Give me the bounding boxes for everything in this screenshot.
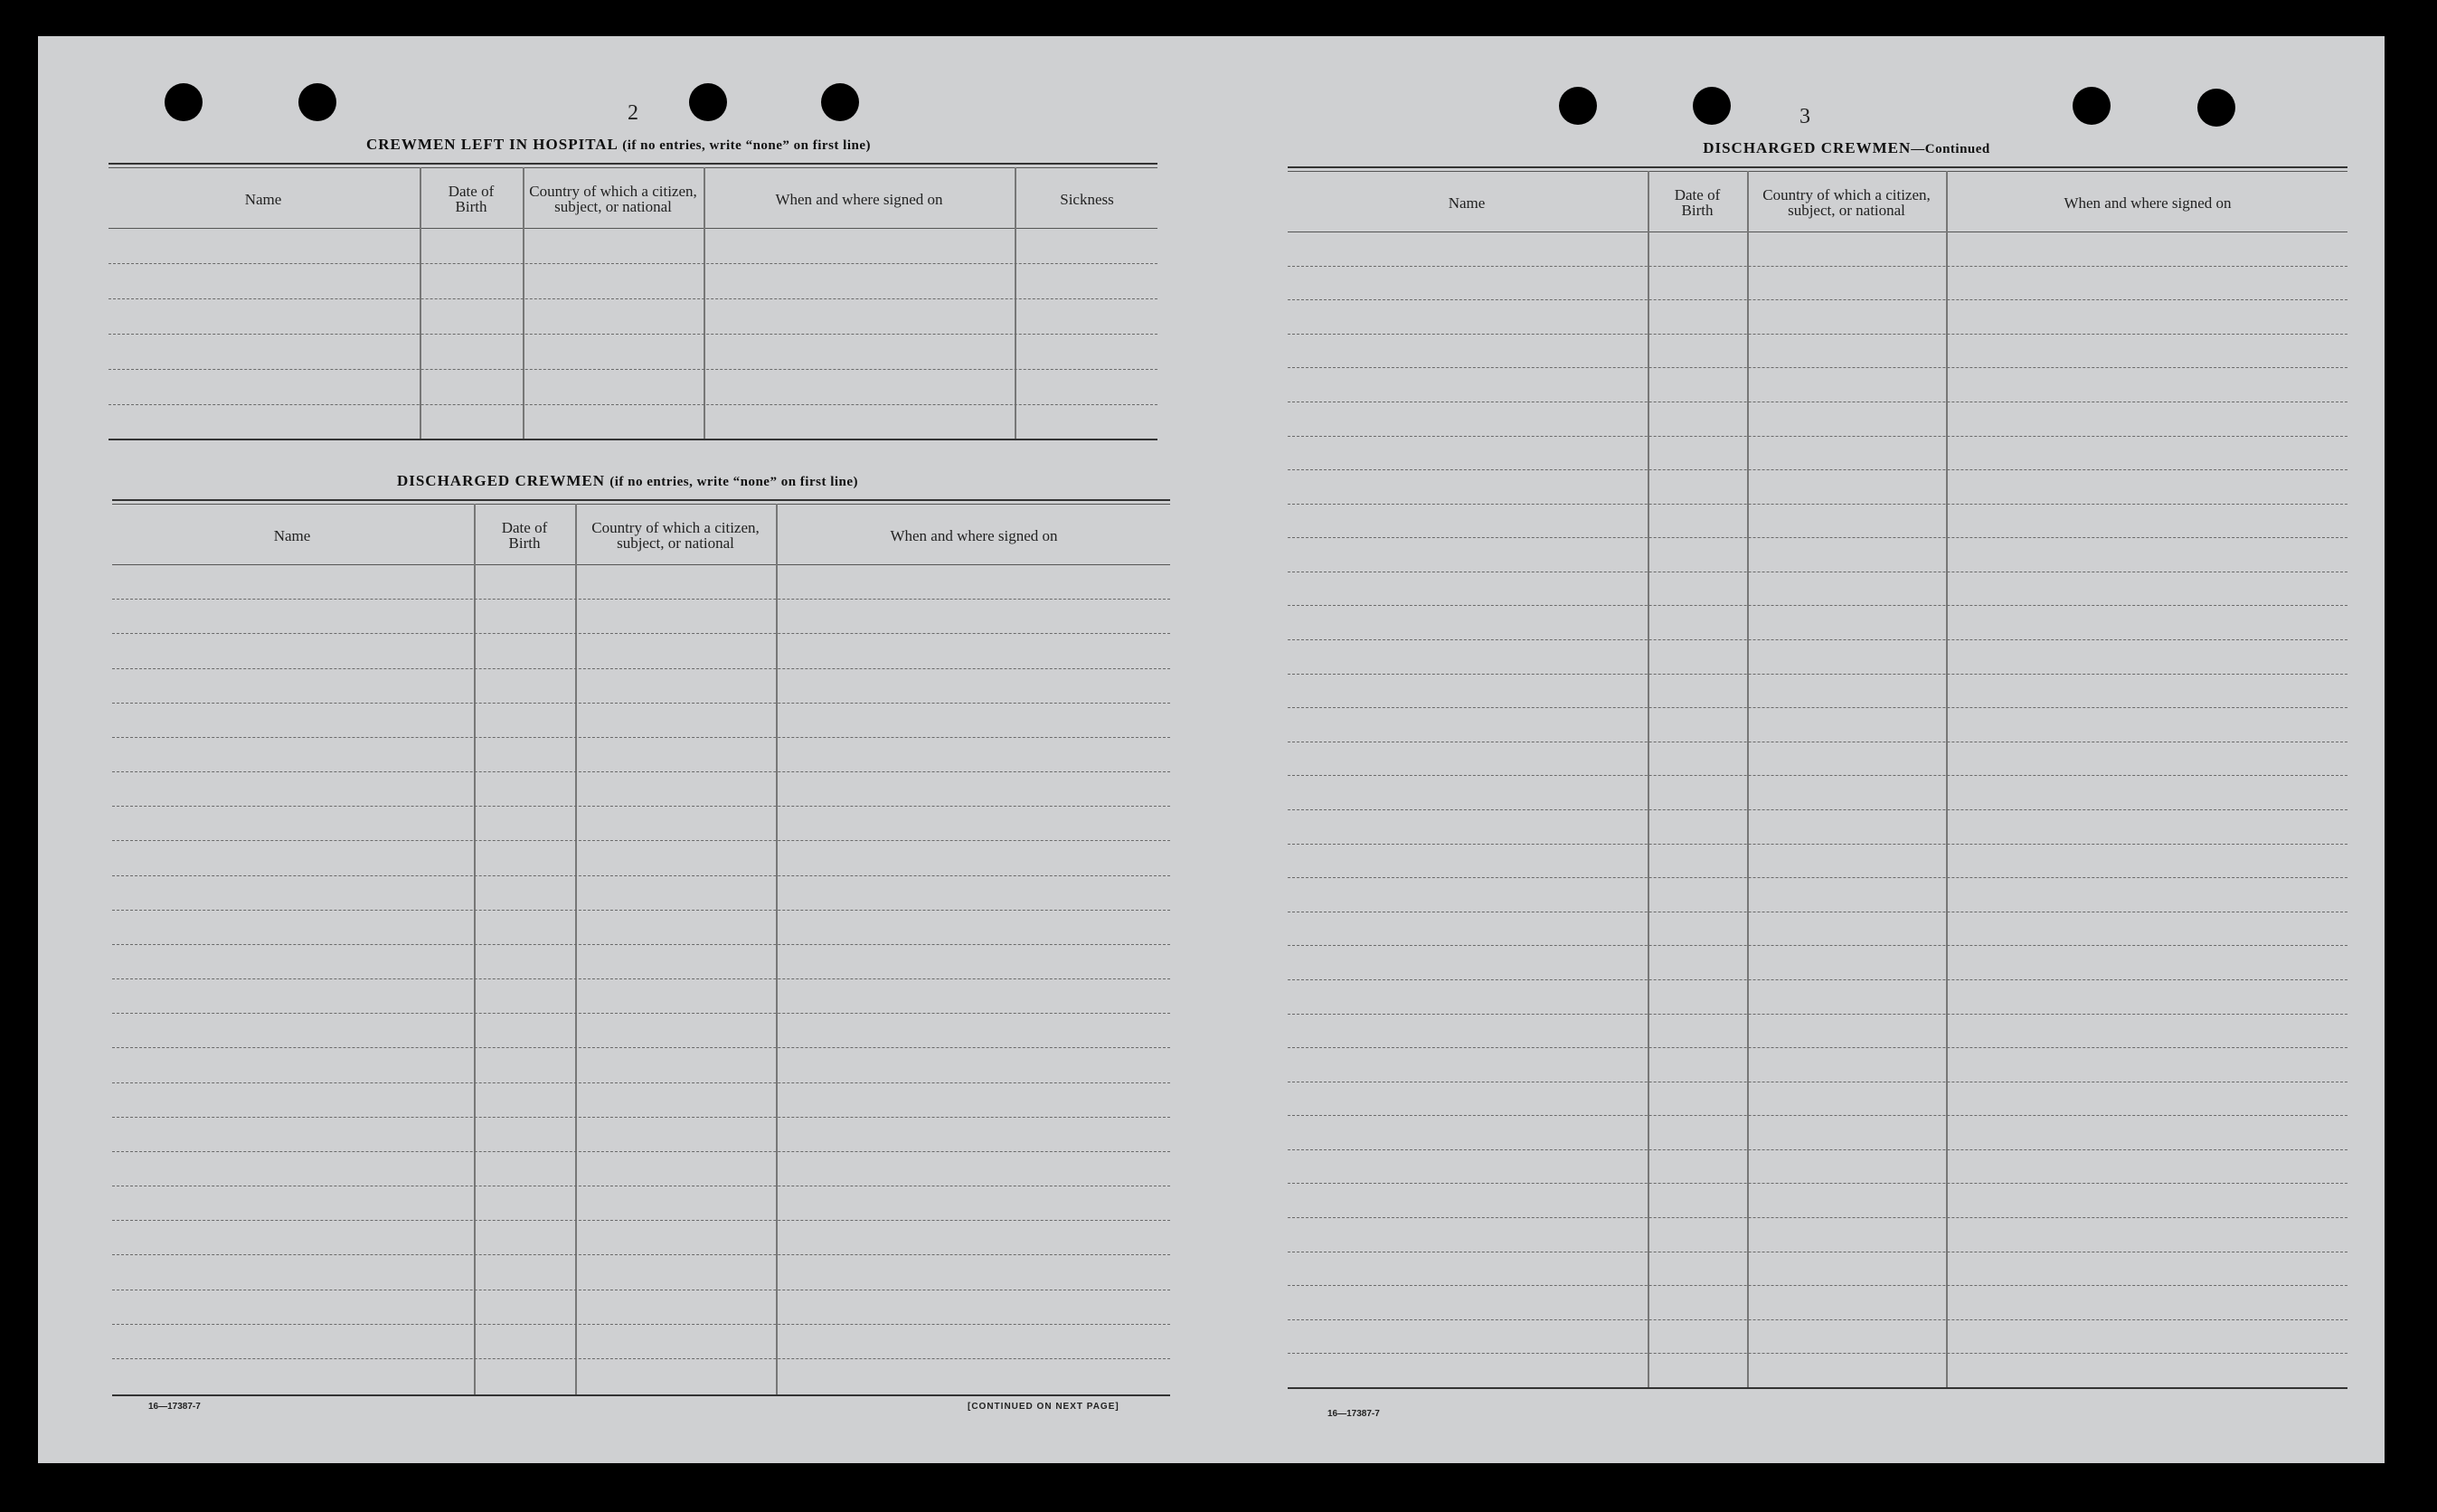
col-header-country: Country of which a citizen, subject, or national — [529, 183, 697, 215]
continued-note: [CONTINUED ON NEXT PAGE] — [968, 1402, 1119, 1412]
entry-row-line — [1288, 299, 2347, 300]
punch-hole — [2197, 89, 2235, 127]
entry-row-line — [1288, 334, 2347, 335]
page-number-right: 3 — [1799, 105, 1810, 128]
discharged-continued-note: —Continued — [1911, 142, 1990, 156]
entry-row-line — [112, 1013, 1170, 1014]
entry-row-line — [112, 1254, 1170, 1255]
entry-row-line — [112, 1324, 1170, 1325]
entry-row-line — [1288, 1149, 2347, 1150]
hospital-table — [109, 163, 1157, 479]
table-top-rule — [109, 167, 1157, 168]
hospital-section-title — [101, 136, 1136, 154]
punch-hole — [298, 83, 336, 121]
col-header-sickness: Sickness — [1060, 190, 1114, 208]
table-top-rule — [109, 163, 1157, 165]
col-header-name: Name — [273, 526, 311, 544]
entry-row-line — [1288, 945, 2347, 946]
punch-hole — [1693, 87, 1731, 125]
entry-row-line — [109, 263, 1157, 264]
col-header-dob: Date of Birth — [448, 183, 495, 215]
discharged-section-title — [110, 472, 1145, 490]
entry-row-line — [112, 771, 1170, 772]
hospital-title-note: (if no entries, write “none” on first line) — [622, 138, 871, 153]
entry-row-line — [112, 1220, 1170, 1221]
hospital-title-text: CREWMEN LEFT IN HOSPITAL — [366, 136, 618, 153]
col-header-name: Name — [244, 190, 282, 208]
discharged-title-text: DISCHARGED CREWMEN — [396, 472, 605, 489]
entry-row-line — [1288, 367, 2347, 368]
entry-row-line — [1288, 1217, 2347, 1218]
entry-row-line — [1288, 674, 2347, 675]
table-top-rule — [112, 504, 1170, 505]
entry-row-line — [1288, 436, 2347, 437]
entry-row-line — [112, 1358, 1170, 1359]
punch-hole — [165, 83, 203, 121]
entry-row-line — [1288, 844, 2347, 845]
entry-row-line — [112, 806, 1170, 807]
entry-row-line — [112, 737, 1170, 738]
entry-row-line — [112, 875, 1170, 876]
col-header-signed-on: When and where signed on — [775, 190, 943, 208]
table-bottom-rule — [1288, 1387, 2347, 1389]
entry-row-line — [112, 703, 1170, 704]
discharged-continued-table — [1288, 166, 2347, 1414]
entry-row-line — [1288, 469, 2347, 470]
discharged-continued-title-text: DISCHARGED CREWMEN — [1703, 139, 1912, 156]
table-top-rule — [1288, 166, 2347, 168]
punch-hole — [689, 83, 727, 121]
form-code-right: 16—17387-7 — [1327, 1409, 1380, 1419]
entry-row-line — [109, 404, 1157, 405]
col-header-dob: Date of Birth — [501, 519, 548, 552]
entry-row-line — [112, 1151, 1170, 1152]
entry-row-line — [1288, 809, 2347, 810]
col-header-dob: Date of Birth — [1674, 186, 1721, 219]
page-number-left: 2 — [628, 101, 638, 125]
punch-hole — [1559, 87, 1597, 125]
col-header-signed-on: When and where signed on — [2064, 194, 2232, 212]
table-bottom-rule — [112, 1394, 1170, 1396]
entry-row-line — [112, 668, 1170, 669]
discharged-title-note: (if no entries, write “none” on first line) — [609, 475, 859, 489]
discharged-continued-title — [1286, 139, 2407, 157]
punch-hole — [2073, 87, 2111, 125]
entry-row-line — [1288, 1047, 2347, 1048]
entry-row-line — [1288, 1014, 2347, 1015]
hospital-rows — [109, 228, 1157, 439]
table-top-rule — [1288, 171, 2347, 172]
entry-row-line — [1288, 1353, 2347, 1354]
table-bottom-rule — [109, 439, 1157, 440]
entry-row-line — [1288, 877, 2347, 878]
entry-row-line — [112, 633, 1170, 634]
entry-row-line — [1288, 537, 2347, 538]
entry-row-line — [1288, 639, 2347, 640]
entry-row-line — [1288, 1319, 2347, 1320]
entry-row-line — [112, 978, 1170, 979]
entry-row-line — [109, 298, 1157, 299]
entry-row-line — [112, 1047, 1170, 1048]
col-header-country: Country of which a citizen, subject, or national — [591, 519, 760, 552]
entry-row-line — [112, 1117, 1170, 1118]
entry-row-line — [112, 910, 1170, 911]
discharged-continued-rows — [1288, 232, 2347, 1387]
entry-row-line — [1288, 1115, 2347, 1116]
entry-row-line — [1288, 1285, 2347, 1286]
entry-row-line — [1288, 707, 2347, 708]
entry-row-line — [1288, 775, 2347, 776]
entry-row-line — [112, 840, 1170, 841]
col-header-name: Name — [1448, 194, 1486, 212]
table-top-rule — [112, 499, 1170, 501]
entry-row-line — [1288, 266, 2347, 267]
entry-row-line — [109, 369, 1157, 370]
col-header-country: Country of which a citizen, subject, or national — [1762, 186, 1931, 219]
entry-row-line — [1288, 605, 2347, 606]
col-header-signed-on: When and where signed on — [890, 526, 1058, 544]
form-sheet — [38, 36, 2385, 1463]
discharged-rows — [112, 564, 1170, 1393]
entry-row-line — [112, 599, 1170, 600]
entry-row-line — [109, 334, 1157, 335]
entry-row-line — [112, 944, 1170, 945]
entry-row-line — [1288, 1183, 2347, 1184]
punch-hole — [821, 83, 859, 121]
entry-row-line — [1288, 504, 2347, 505]
form-code-left: 16—17387-7 — [148, 1402, 201, 1412]
discharged-table — [112, 499, 1170, 1431]
entry-row-line — [112, 1082, 1170, 1083]
entry-row-line — [1288, 979, 2347, 980]
